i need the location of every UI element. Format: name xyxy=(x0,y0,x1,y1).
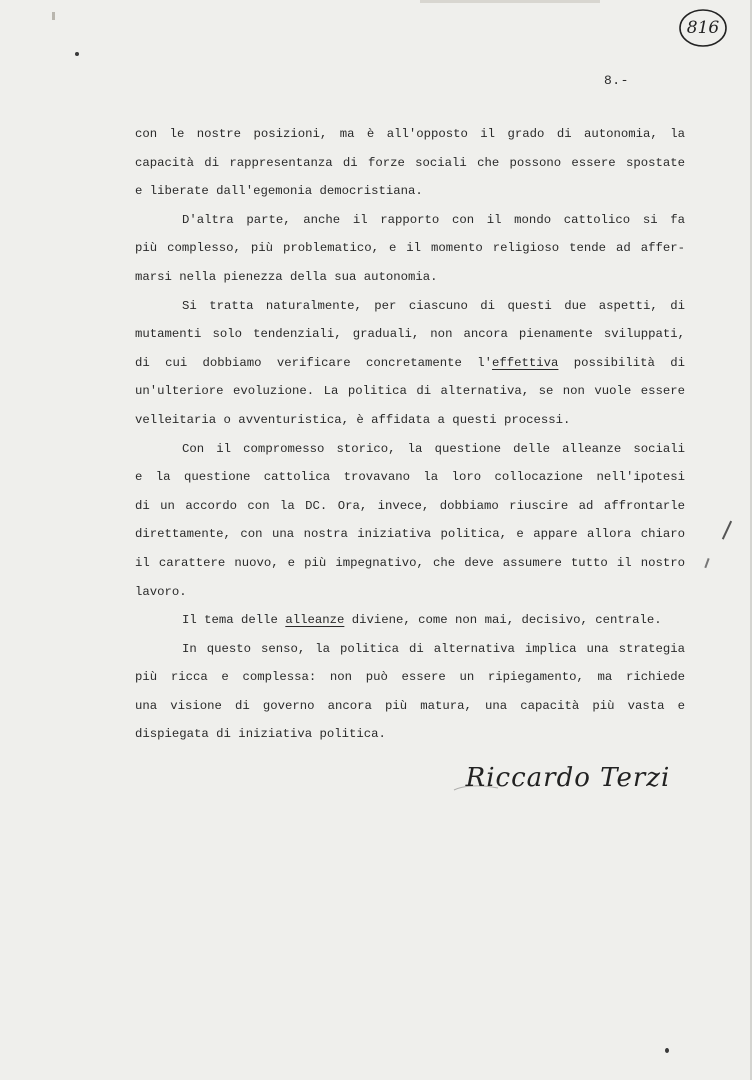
text-segment: Il tema delle xyxy=(182,613,286,628)
scan-speck xyxy=(420,0,600,3)
text-line: con le nostre posizioni, ma è all'opposto il grado di autonomia, la xyxy=(135,127,685,141)
text-line: più complesso, più problematico, e il momento religioso tende ad affer- xyxy=(135,241,685,256)
page-number: 8.- xyxy=(604,73,629,88)
signature xyxy=(448,748,688,808)
text-line: capacità di rappresentanza di forze sociali che possono essere spostate xyxy=(135,155,685,170)
text-segment: di cui dobbiamo verificare concretamente l' xyxy=(135,355,492,370)
stamp-number: 816 xyxy=(686,18,720,38)
margin-tick xyxy=(722,521,732,540)
scan-speck xyxy=(665,1048,669,1053)
text-line: direttamente, con una nostra iniziativa politica, e appare allora chiaro xyxy=(135,527,685,542)
scan-speck xyxy=(75,52,79,56)
body-text xyxy=(135,120,685,749)
text-line: marsi nella pienezza della sua autonomia. xyxy=(135,269,438,284)
text-line xyxy=(135,349,685,378)
text-line: lavoro. xyxy=(135,584,187,599)
text-line: il carattere nuovo, e più impegnativo, che deve assumere tutto il nostro xyxy=(135,555,685,570)
signature-text: Riccardo Terzi xyxy=(465,763,671,793)
text-line: più ricca e complessa: non può essere un ripiegamento, ma richiede xyxy=(135,670,685,685)
margin-tick xyxy=(704,558,709,568)
text-line: e liberate dall'egemonia democristiana. xyxy=(135,184,423,199)
text-line: di un accordo con la DC. Ora, invece, dobbiamo riuscire ad affrontarle xyxy=(135,498,685,513)
text-segment: possibilità di xyxy=(558,355,685,370)
text-line: e la questione cattolica trovavano la loro collocazione nell'ipotesi xyxy=(135,470,685,485)
archive-stamp xyxy=(678,8,728,48)
text-line: un'ulteriore evoluzione. La politica di alternativa, se non vuole essere xyxy=(135,384,685,399)
text-line xyxy=(135,606,685,635)
text-line: Con il compromesso storico, la questione delle alleanze sociali xyxy=(182,441,685,456)
scan-speck xyxy=(52,12,55,20)
text-line: mutamenti solo tendenziali, graduali, non ancora pienamente sviluppati, xyxy=(135,327,685,342)
text-line: velleitaria o avventuristica, è affidata a questi processi. xyxy=(135,412,571,427)
text-line: In questo senso, la politica di alternativa implica una strategia xyxy=(182,641,685,656)
text-line: D'altra parte, anche il rapporto con il mondo cattolico si fa xyxy=(182,212,685,227)
text-segment: diviene, come non mai, decisivo, centrale. xyxy=(344,613,662,628)
text-line: una visione di governo ancora più matura, una capacità più vasta e xyxy=(135,698,685,713)
text-line: Si tratta naturalmente, per ciascuno di questi due aspetti, di xyxy=(182,298,685,313)
underlined-word: effettiva xyxy=(492,355,559,370)
underlined-word: alleanze xyxy=(285,613,345,628)
text-line: dispiegata di iniziativa politica. xyxy=(135,727,386,742)
